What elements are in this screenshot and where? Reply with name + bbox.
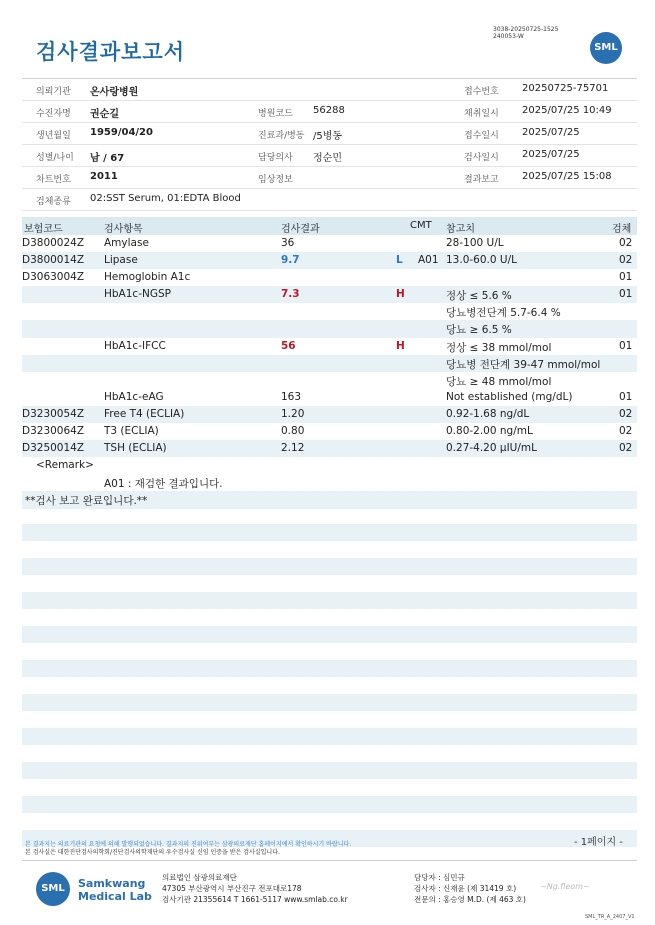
col-cmt: CMT (410, 220, 432, 231)
cell-item: Amylase (104, 237, 149, 249)
empty-row-band (22, 728, 637, 745)
col-item: 검사항목 (104, 224, 143, 235)
cell-flag: H (396, 339, 405, 352)
cell-ref: 정상 ≤ 5.6 % (446, 290, 512, 303)
cell-cmt: A01 (418, 254, 439, 267)
remark-text: A01 : 재검한 결과입니다. (104, 478, 223, 491)
results-table (22, 217, 637, 509)
col-result: 검사결과 (281, 224, 320, 235)
cell-ref: 정상 ≤ 38 mmol/mol (446, 341, 552, 354)
info-row: 수진자명 권순길 병원코드 56288 채취일시 2025/07/25 10:49 (22, 101, 637, 123)
empty-row-band (22, 762, 637, 779)
cell-item: HbA1c-NGSP (104, 288, 171, 301)
cell-result: 7.3 (281, 288, 300, 301)
cell-code: D3230054Z (22, 407, 85, 420)
info-row: 생년월일 1959/04/20 진료과/병동 /5병동 접수일시 2025/07/25 (22, 123, 637, 145)
remark-label: <Remark> (36, 459, 94, 472)
cell-ref: 당뇨 ≥ 48 mmol/mol (446, 375, 552, 388)
cell-item: Free T4 (ECLIA) (104, 407, 185, 420)
cell-result: 2.12 (281, 442, 305, 455)
info-row: 의뢰기관 온사랑병원 접수번호 20250725-75701 (22, 79, 637, 101)
empty-row-band (22, 524, 637, 541)
info-row: 검체종류 02:SST Serum, 01:EDTA Blood (22, 189, 637, 211)
cell-ref: 0.92-1.68 ng/dL (446, 407, 530, 420)
patient-info-table (22, 78, 637, 211)
signature: ~Ng.fleom~ (540, 882, 590, 891)
report-title: 검사결과보고서 (36, 40, 186, 64)
cell-specimen: 02 (619, 237, 633, 249)
cell-specimen: 01 (619, 271, 633, 284)
table-row (22, 252, 637, 269)
remark-label-row (22, 457, 637, 474)
cell-specimen: 01 (619, 390, 633, 403)
completion-text: **검사 보고 완료입니다.** (25, 495, 148, 508)
col-code: 보험코드 (24, 224, 63, 235)
cell-ref: 13.0-60.0 U/L (446, 254, 517, 267)
cell-item: HbA1c-IFCC (104, 339, 166, 352)
results-header (22, 217, 637, 235)
page-number: - 1페이지 - (574, 837, 623, 848)
cell-item: T3 (ECLIA) (104, 425, 159, 438)
notice: 본 결과지는 의료기관의 요청에 의해 발행되었습니다. 결과지의 진위여부는 삼광의료재단 홈페이지에서 확인하시기 바랍니다. 본 검사실은 대한진단검사의학회/진단검사의학재단의 우수검사실 신임 인증을 받은 검사실입니다. (25, 841, 352, 856)
cell-code: D3230064Z (22, 425, 85, 438)
cell-result: 0.80 (281, 425, 305, 438)
cell-specimen: 02 (619, 254, 633, 267)
table-row (22, 406, 637, 423)
cell-specimen: 01 (619, 339, 633, 352)
lab-address: 의료법인 삼광의료재단 47305 부산광역시 부산진구 전포대로178 검사기관 21355614 T 1661-5117 www.smlab.co.kr (162, 873, 348, 904)
empty-row-band (22, 796, 637, 813)
brand-name: Samkwang Medical Lab (78, 877, 152, 903)
cell-specimen: 02 (619, 407, 633, 420)
cell-specimen: 02 (619, 442, 633, 455)
table-row (22, 338, 637, 355)
cell-item: Lipase (104, 254, 138, 267)
cell-ref: 당뇨 ≥ 6.5 % (446, 324, 512, 337)
cell-result: 9.7 (281, 254, 300, 267)
cell-result: 56 (281, 339, 296, 352)
results-body (22, 235, 637, 457)
cell-ref: 0.27-4.20 µIU/mL (446, 442, 537, 455)
empty-row-band (22, 694, 637, 711)
table-row (22, 355, 637, 372)
table-row (22, 372, 637, 389)
form-code: SML_TR_A_2407_V1 (585, 914, 635, 920)
empty-row-band (22, 660, 637, 677)
cell-item: Hemoglobin A1c (104, 271, 191, 284)
cell-code: D3800014Z (22, 254, 85, 267)
table-row (22, 235, 637, 252)
cell-code: D3250014Z (22, 442, 85, 455)
cell-specimen: 02 (619, 425, 633, 438)
cell-result: 1.20 (281, 407, 305, 420)
document-id: 3038-20250725-1525 240053-W (493, 26, 559, 40)
table-row (22, 303, 637, 320)
sml-logo: SML (590, 32, 622, 64)
col-specimen: 검체 (612, 224, 632, 235)
empty-row-band (22, 558, 637, 575)
info-row: 성별/나이 남 / 67 담당의사 정순민 검사일시 2025/07/25 (22, 145, 637, 167)
col-ref: 참고치 (446, 224, 475, 235)
cell-flag: H (396, 288, 405, 301)
cell-ref: 28-100 U/L (446, 237, 504, 249)
cell-flag: L (396, 254, 403, 267)
cell-result: 163 (281, 390, 302, 403)
completion-row (22, 491, 637, 508)
lab-staff: 담당자 : 심민규 검사자 : 신재윤 (제 31419 호) 전문의 : 홍승영 M.D. (제 463 호) (414, 873, 526, 904)
cell-result: 36 (281, 237, 295, 249)
sml-logo-footer: SML (36, 872, 70, 906)
footer-divider (22, 860, 637, 861)
table-row (22, 320, 637, 337)
table-row (22, 440, 637, 457)
cell-item: HbA1c-eAG (104, 390, 164, 403)
info-row: 차트번호 2011 임상정보 결과보고 2025/07/25 15:08 (22, 167, 637, 189)
table-row (22, 269, 637, 286)
cell-ref: 당뇨병 전단계 39-47 mmol/mol (446, 358, 601, 371)
remark-text-row (22, 474, 637, 491)
cell-code: D3800024Z (22, 237, 85, 249)
table-row (22, 286, 637, 303)
cell-ref: Not established (mg/dL) (446, 390, 573, 403)
empty-row-band (22, 592, 637, 609)
table-row (22, 389, 637, 406)
cell-ref: 0.80-2.00 ng/mL (446, 425, 533, 438)
cell-ref: 당뇨병전단계 5.7-6.4 % (446, 307, 561, 320)
cell-specimen: 01 (619, 288, 633, 301)
empty-row-band (22, 626, 637, 643)
cell-code: D3063004Z (22, 271, 85, 284)
cell-item: TSH (ECLIA) (104, 442, 167, 455)
table-row (22, 423, 637, 440)
